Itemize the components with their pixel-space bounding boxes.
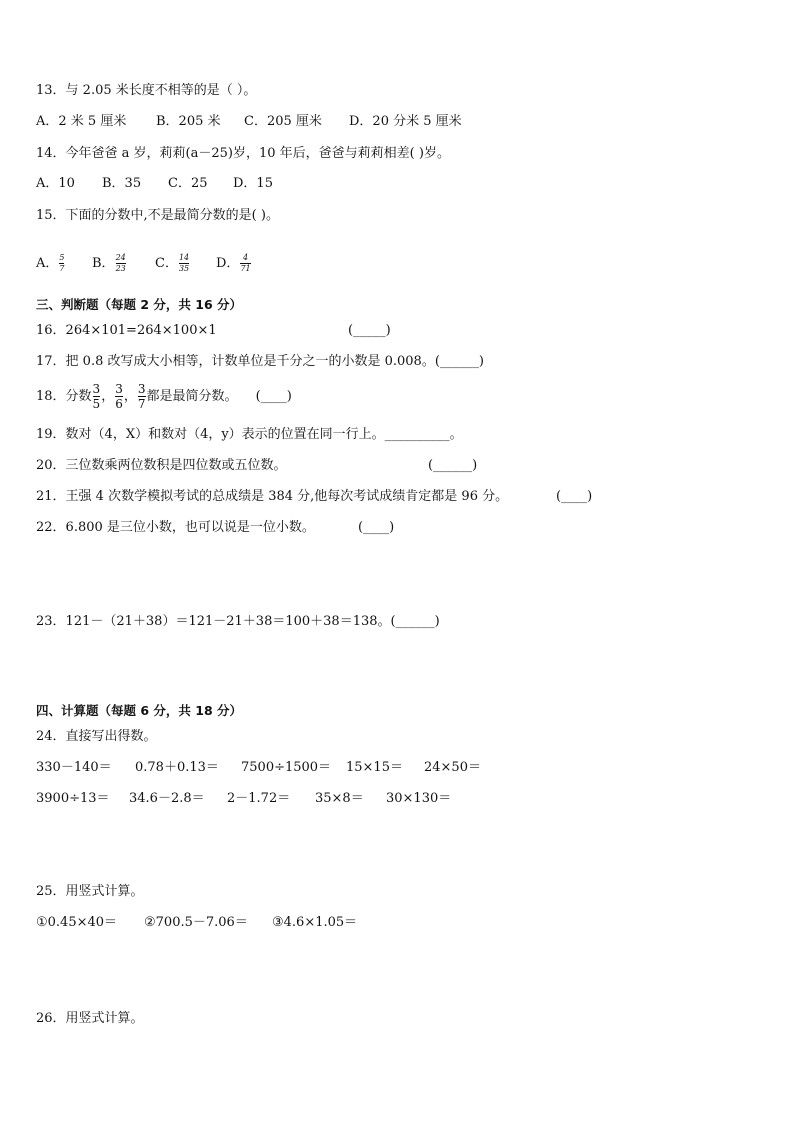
fraction-denominator: 23 — [115, 264, 126, 273]
q18 — [36, 382, 292, 412]
fraction-numerator: 3 — [137, 382, 146, 396]
q15-option-c-fraction — [179, 254, 189, 273]
fraction-numerator: 5 — [59, 253, 65, 262]
section-4-title: 四、计算题（每题 6 分，共 18 分） — [36, 703, 243, 718]
fraction-denominator: 5 — [92, 397, 101, 411]
q15-option-c-label: C． — [155, 256, 178, 271]
q15-option-d-fraction — [240, 254, 250, 273]
q18-fraction-2 — [115, 383, 123, 410]
q24-item[interactable]: 330－140＝ — [36, 760, 112, 775]
q24-item[interactable]: 35×8＝ — [315, 791, 364, 806]
q24-item[interactable]: 7500÷1500＝ — [241, 760, 332, 775]
q16-text: 16．264×101=264×100×1 — [36, 323, 217, 338]
fraction-numerator: 3 — [92, 382, 101, 396]
fraction-numerator: 3 — [115, 382, 123, 396]
q24-item[interactable]: 3900÷13＝ — [36, 791, 110, 806]
fraction-denominator: 71 — [240, 264, 251, 273]
q13-stem: 13．与 2.05 米长度不相等的是（ ）。 — [36, 83, 257, 98]
q13-option-a[interactable]: A．2 米 5 厘米 — [36, 114, 127, 129]
q14-option-d[interactable]: D．15 — [233, 176, 273, 191]
fraction-numerator: 24 — [115, 253, 126, 262]
q14-option-c[interactable]: C．25 — [168, 176, 208, 191]
q13-option-b[interactable]: B．205 米 — [156, 114, 221, 129]
q14-stem: 14．今年爸爸 a 岁，莉莉(a－25)岁，10 年后，爸爸与莉莉相差( )岁。 — [36, 146, 450, 161]
q24-item[interactable]: 34.6－2.8＝ — [129, 791, 205, 806]
q15-option-a-fraction — [59, 254, 64, 273]
q18-separator: ， — [123, 389, 137, 404]
q18-prefix: 18．分数 — [36, 389, 92, 404]
q18-fraction-3 — [138, 383, 146, 410]
q24-item[interactable]: 30×130＝ — [386, 791, 452, 806]
q18-fraction-1 — [93, 383, 101, 410]
q25-item-1[interactable]: ①0.45×40＝ — [36, 915, 118, 930]
q13-option-d[interactable]: D．20 分米 5 厘米 — [349, 114, 462, 129]
q22-answer-blank[interactable]: (____) — [358, 520, 395, 535]
fraction-denominator: 7 — [137, 397, 146, 411]
q25-item-3[interactable]: ③4.6×1.05＝ — [272, 915, 358, 930]
q23-text: 23．121－（21＋38）＝121－21＋38＝100＋38＝138。(______) — [36, 614, 440, 629]
q21 — [36, 488, 606, 506]
q15-option-b[interactable] — [92, 254, 127, 273]
q22 — [36, 519, 416, 537]
q20 — [36, 457, 496, 475]
q14-option-b[interactable]: B．35 — [102, 176, 142, 191]
q15-option-a-label: A． — [36, 256, 59, 271]
q18-answer-blank[interactable]: (____) — [255, 389, 292, 404]
fraction-denominator: 7 — [59, 264, 65, 273]
q19-text: 19．数对（4，X）和数对（4，y）表示的位置在同一行上。__________。 — [36, 427, 463, 442]
q16 — [36, 322, 436, 340]
q15-option-b-label: B． — [92, 256, 115, 271]
q15-option-d-label: D． — [216, 256, 240, 271]
section-3-title: 三、判断题（每题 2 分，共 16 分） — [36, 297, 243, 312]
q26-stem: 26．用竖式计算。 — [36, 1011, 144, 1026]
fraction-numerator: 4 — [242, 253, 249, 262]
fraction-denominator: 6 — [115, 397, 123, 411]
q25-item-2[interactable]: ②700.5－7.06＝ — [144, 915, 248, 930]
q24-stem: 24．直接写出得数。 — [36, 729, 157, 744]
q18-suffix: 都是最简分数。 — [146, 389, 238, 404]
q20-text: 20．三位数乘两位数积是四位数或五位数。 — [36, 458, 287, 473]
fraction-denominator: 35 — [178, 264, 190, 273]
q15-stem: 15．下面的分数中,不是最简分数的是( )。 — [36, 208, 279, 223]
q18-separator: ， — [101, 389, 115, 404]
q24-item[interactable]: 0.78＋0.13＝ — [135, 760, 219, 775]
q17-text: 17．把 0.8 改写成大小相等，计数单位是千分之一的小数是 0.008。(______) — [36, 354, 484, 369]
q16-answer-blank[interactable]: (_____) — [348, 323, 391, 338]
q25-stem: 25．用竖式计算。 — [36, 884, 144, 899]
q14-option-a[interactable]: A．10 — [36, 176, 75, 191]
q22-text: 22．6.800 是三位小数，也可以说是一位小数。 — [36, 520, 315, 535]
q15-option-b-fraction — [116, 254, 126, 273]
fraction-numerator: 14 — [178, 253, 190, 262]
q24-item[interactable]: 24×50＝ — [424, 760, 481, 775]
q15-option-d[interactable] — [216, 254, 252, 273]
q20-answer-blank[interactable]: (______) — [428, 458, 478, 473]
q15-option-c[interactable] — [155, 254, 190, 273]
q13-option-c[interactable]: C．205 厘米 — [244, 114, 322, 129]
q21-text: 21．王强 4 次数学模拟考试的总成绩是 384 分,他每次考试成绩肯定都是 96 分。 — [36, 489, 509, 504]
q24-item[interactable]: 2－1.72＝ — [227, 791, 291, 806]
q21-answer-blank[interactable]: (____) — [556, 489, 593, 504]
q15-option-a[interactable] — [36, 254, 65, 273]
q24-item[interactable]: 15×15＝ — [346, 760, 403, 775]
